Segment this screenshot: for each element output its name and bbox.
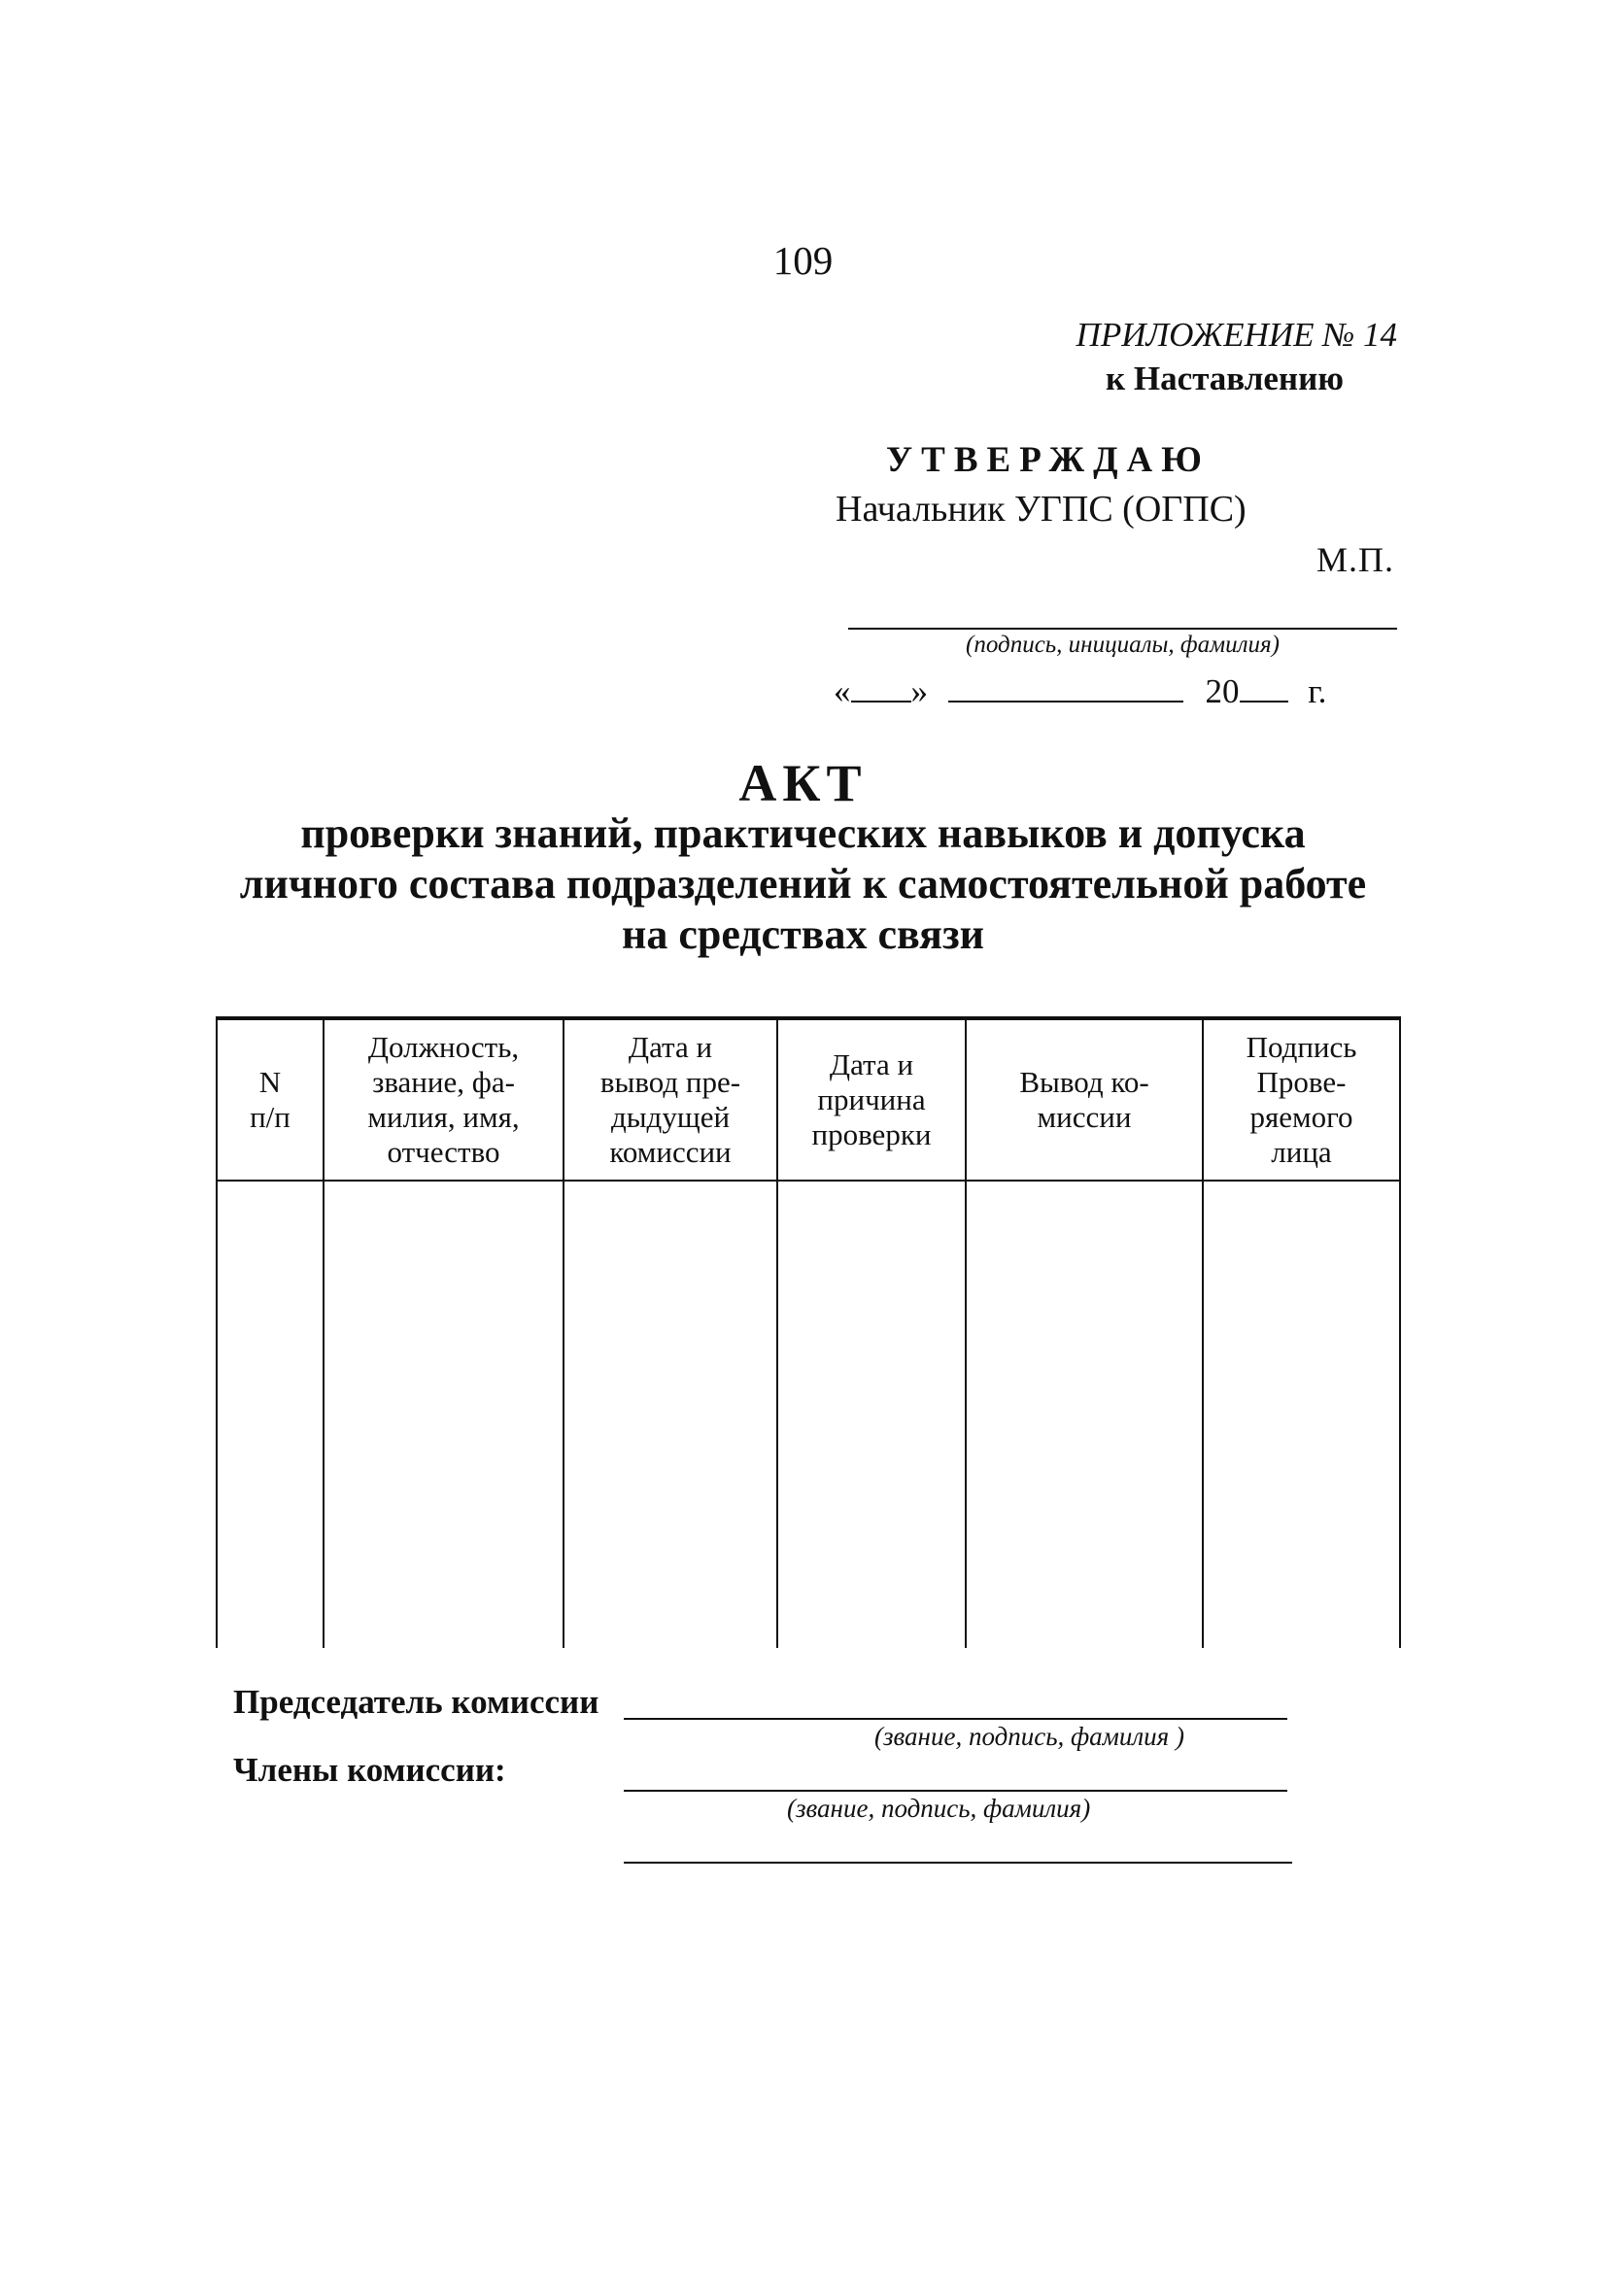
approval-title: УТВЕРЖДАЮ <box>886 440 1211 480</box>
cell-check-date[interactable] <box>777 1181 966 1648</box>
members-caption: (звание, подпись, фамилия) <box>787 1794 1091 1823</box>
stamp-mark: М.П. <box>1316 540 1394 579</box>
column-header-check-date <box>777 1018 966 1181</box>
column-header-signature-label: Подпись Прове- ряемого лица <box>1246 1030 1357 1169</box>
column-header-previous-commission-label: Дата и вывод пре- дыдущей комиссии <box>599 1030 741 1169</box>
date-year-suffix: г. <box>1308 672 1327 710</box>
column-header-person-label: Должность, звание, фа- милия, имя, отчество <box>367 1030 520 1169</box>
inspection-table <box>216 1016 1401 1648</box>
member-signature-line-2[interactable] <box>624 1862 1292 1864</box>
members-label: Члены комиссии: <box>233 1751 506 1789</box>
date-month-blank[interactable] <box>948 673 1183 703</box>
chairman-label: Председатель комиссии <box>233 1683 599 1721</box>
cell-signature[interactable] <box>1203 1181 1400 1648</box>
table-header-row <box>217 1018 1400 1181</box>
date-year-blank[interactable] <box>1240 673 1288 703</box>
date-year-prefix: 20 <box>1205 672 1240 710</box>
chairman-caption: (звание, подпись, фамилия ) <box>874 1722 1184 1751</box>
appendix-label: ПРИЛОЖЕНИЕ № 14 <box>1076 316 1397 354</box>
approver-position: Начальник УГПС (ОГПС) <box>836 489 1247 530</box>
column-header-check-date-label: Дата и причина проверки <box>811 1047 932 1151</box>
column-header-commission-conclusion <box>966 1018 1203 1181</box>
column-header-previous-commission <box>564 1018 777 1181</box>
member-signature-line-1[interactable] <box>624 1790 1287 1792</box>
cell-person[interactable] <box>324 1181 564 1648</box>
document-subtitle: проверки знаний, практических навыков и допуска личного состава подразделений к самостоятельной работе на средствах связи <box>239 809 1367 958</box>
chairman-signature-line[interactable] <box>624 1718 1287 1720</box>
page-number: 109 <box>772 238 834 283</box>
column-header-number-label: N п/п <box>250 1065 290 1134</box>
approver-signature-caption: (подпись, инициалы, фамилия) <box>966 632 1280 658</box>
cell-number[interactable] <box>217 1181 324 1648</box>
appendix-reference: к Наставлению <box>1106 360 1344 397</box>
column-header-commission-conclusion-label: Вывод ко- миссии <box>1019 1065 1149 1134</box>
cell-commission-conclusion[interactable] <box>966 1181 1203 1648</box>
date-open-quote: « <box>834 672 851 710</box>
column-header-number <box>217 1018 324 1181</box>
column-header-signature <box>1203 1018 1400 1181</box>
date-day-blank[interactable] <box>851 673 911 703</box>
approval-date-row <box>834 672 1326 711</box>
cell-previous-commission[interactable] <box>564 1181 777 1648</box>
table-row <box>217 1181 1400 1648</box>
document-title: АКТ <box>738 754 868 812</box>
column-header-person <box>324 1018 564 1181</box>
date-close-quote: » <box>910 672 928 710</box>
approver-signature-line[interactable] <box>848 628 1397 630</box>
